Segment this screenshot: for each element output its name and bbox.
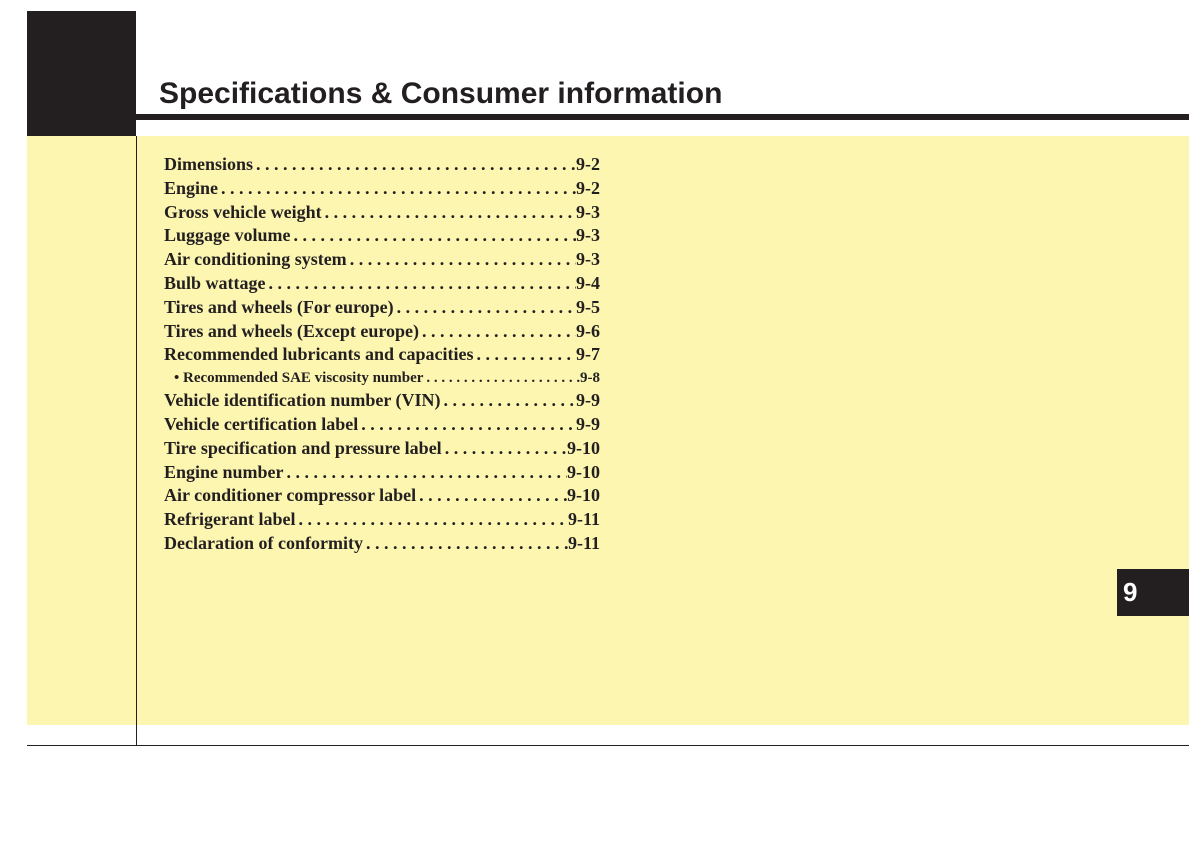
table-of-contents [164,153,600,556]
toc-entry[interactable] [164,320,600,344]
toc-leader-dots [419,320,576,344]
toc-entry[interactable] [164,484,600,508]
toc-entry-page: 9-2 [576,177,600,198]
toc-entry-label: Engine [164,177,219,198]
toc-entry-label: Bulb wattage [164,272,266,293]
toc-entry[interactable] [164,343,600,367]
toc-leader-dots [322,201,576,225]
toc-entry-page: 9-10 [567,461,600,482]
toc-entry[interactable] [164,153,600,177]
toc-entry-label: Declaration of conformity [164,532,363,553]
toc-entry[interactable] [164,272,600,296]
title-underline [136,114,1189,120]
toc-entry-label: Recommended lubricants and capacities [164,344,474,365]
toc-leader-dots [416,484,567,508]
toc-entry-label: Vehicle identification number (VIN) [164,390,441,411]
toc-leader-dots [266,272,576,296]
toc-entry-label: Luggage volume [164,225,291,246]
toc-leader-dots [363,532,568,556]
toc-entry-label: Dimensions [164,154,254,174]
toc-entry[interactable] [164,413,600,437]
toc-leader-dots [358,413,576,437]
toc-entry-page: 9-8 [580,370,600,387]
toc-leader-dots [291,224,576,248]
toc-subentry[interactable] [164,367,600,389]
toc-entry-label: Air conditioning system [164,249,347,270]
page-title: Specifications & Consumer information [159,77,723,110]
toc-entry-label: Air conditioner compressor label [164,485,417,506]
toc-entry-page: 9-11 [567,509,600,530]
toc-entry-page: 9-9 [576,390,600,411]
toc-entry[interactable] [164,532,600,556]
toc-entry[interactable] [164,389,600,413]
vertical-divider [136,136,137,746]
chapter-tab[interactable]: 9 [1117,569,1189,616]
toc-entry-label: Tires and wheels (For europe) [164,296,394,317]
toc-leader-dots [394,296,576,320]
toc-entry-label: Vehicle certification label [164,413,359,434]
toc-entry-page: 9-10 [567,437,600,458]
toc-leader-dots [474,343,577,367]
toc-entry-page: 9-4 [576,272,600,293]
toc-entry-page: 9-3 [576,201,600,222]
toc-leader-dots [442,437,567,461]
toc-entry-page: 9-11 [567,532,600,553]
toc-leader-dots [284,461,567,485]
toc-leader-dots [295,508,568,532]
toc-entry[interactable] [164,177,600,201]
toc-entry-page: 9-5 [576,296,600,317]
left-margin-panel [27,136,136,725]
toc-leader-dots [423,367,580,389]
toc-entry[interactable] [164,201,600,225]
toc-entry-label: Gross vehicle weight [164,201,322,222]
toc-entry-page: 9-9 [576,413,600,434]
toc-leader-dots [218,177,576,201]
toc-entry[interactable] [164,461,600,485]
toc-entry-page: 9-6 [576,320,600,341]
toc-entry[interactable] [164,248,600,272]
toc-leader-dots [253,153,576,177]
toc-entry-page: 9-3 [576,249,600,270]
toc-entry[interactable] [164,437,600,461]
toc-entry-page: 9-7 [576,344,600,365]
toc-entry-page: 9-10 [567,485,600,506]
toc-entry-label: Engine number [164,461,284,482]
toc-entry[interactable] [164,296,600,320]
bottom-rule [27,745,1189,746]
toc-entry-page: 9-3 [576,225,600,246]
toc-entry-label: Refrigerant label [164,509,296,530]
toc-entry-page: 9-2 [576,154,600,174]
toc-entry-label: Tires and wheels (Except europe) [164,320,419,341]
toc-entry-label: • Recommended SAE viscosity number [174,370,424,387]
toc-entry[interactable] [164,224,600,248]
toc-entry[interactable] [164,508,600,532]
header-black-block [27,11,136,136]
toc-entry-label: Tire specification and pressure label [164,437,442,458]
toc-leader-dots [347,248,576,272]
toc-leader-dots [441,389,577,413]
